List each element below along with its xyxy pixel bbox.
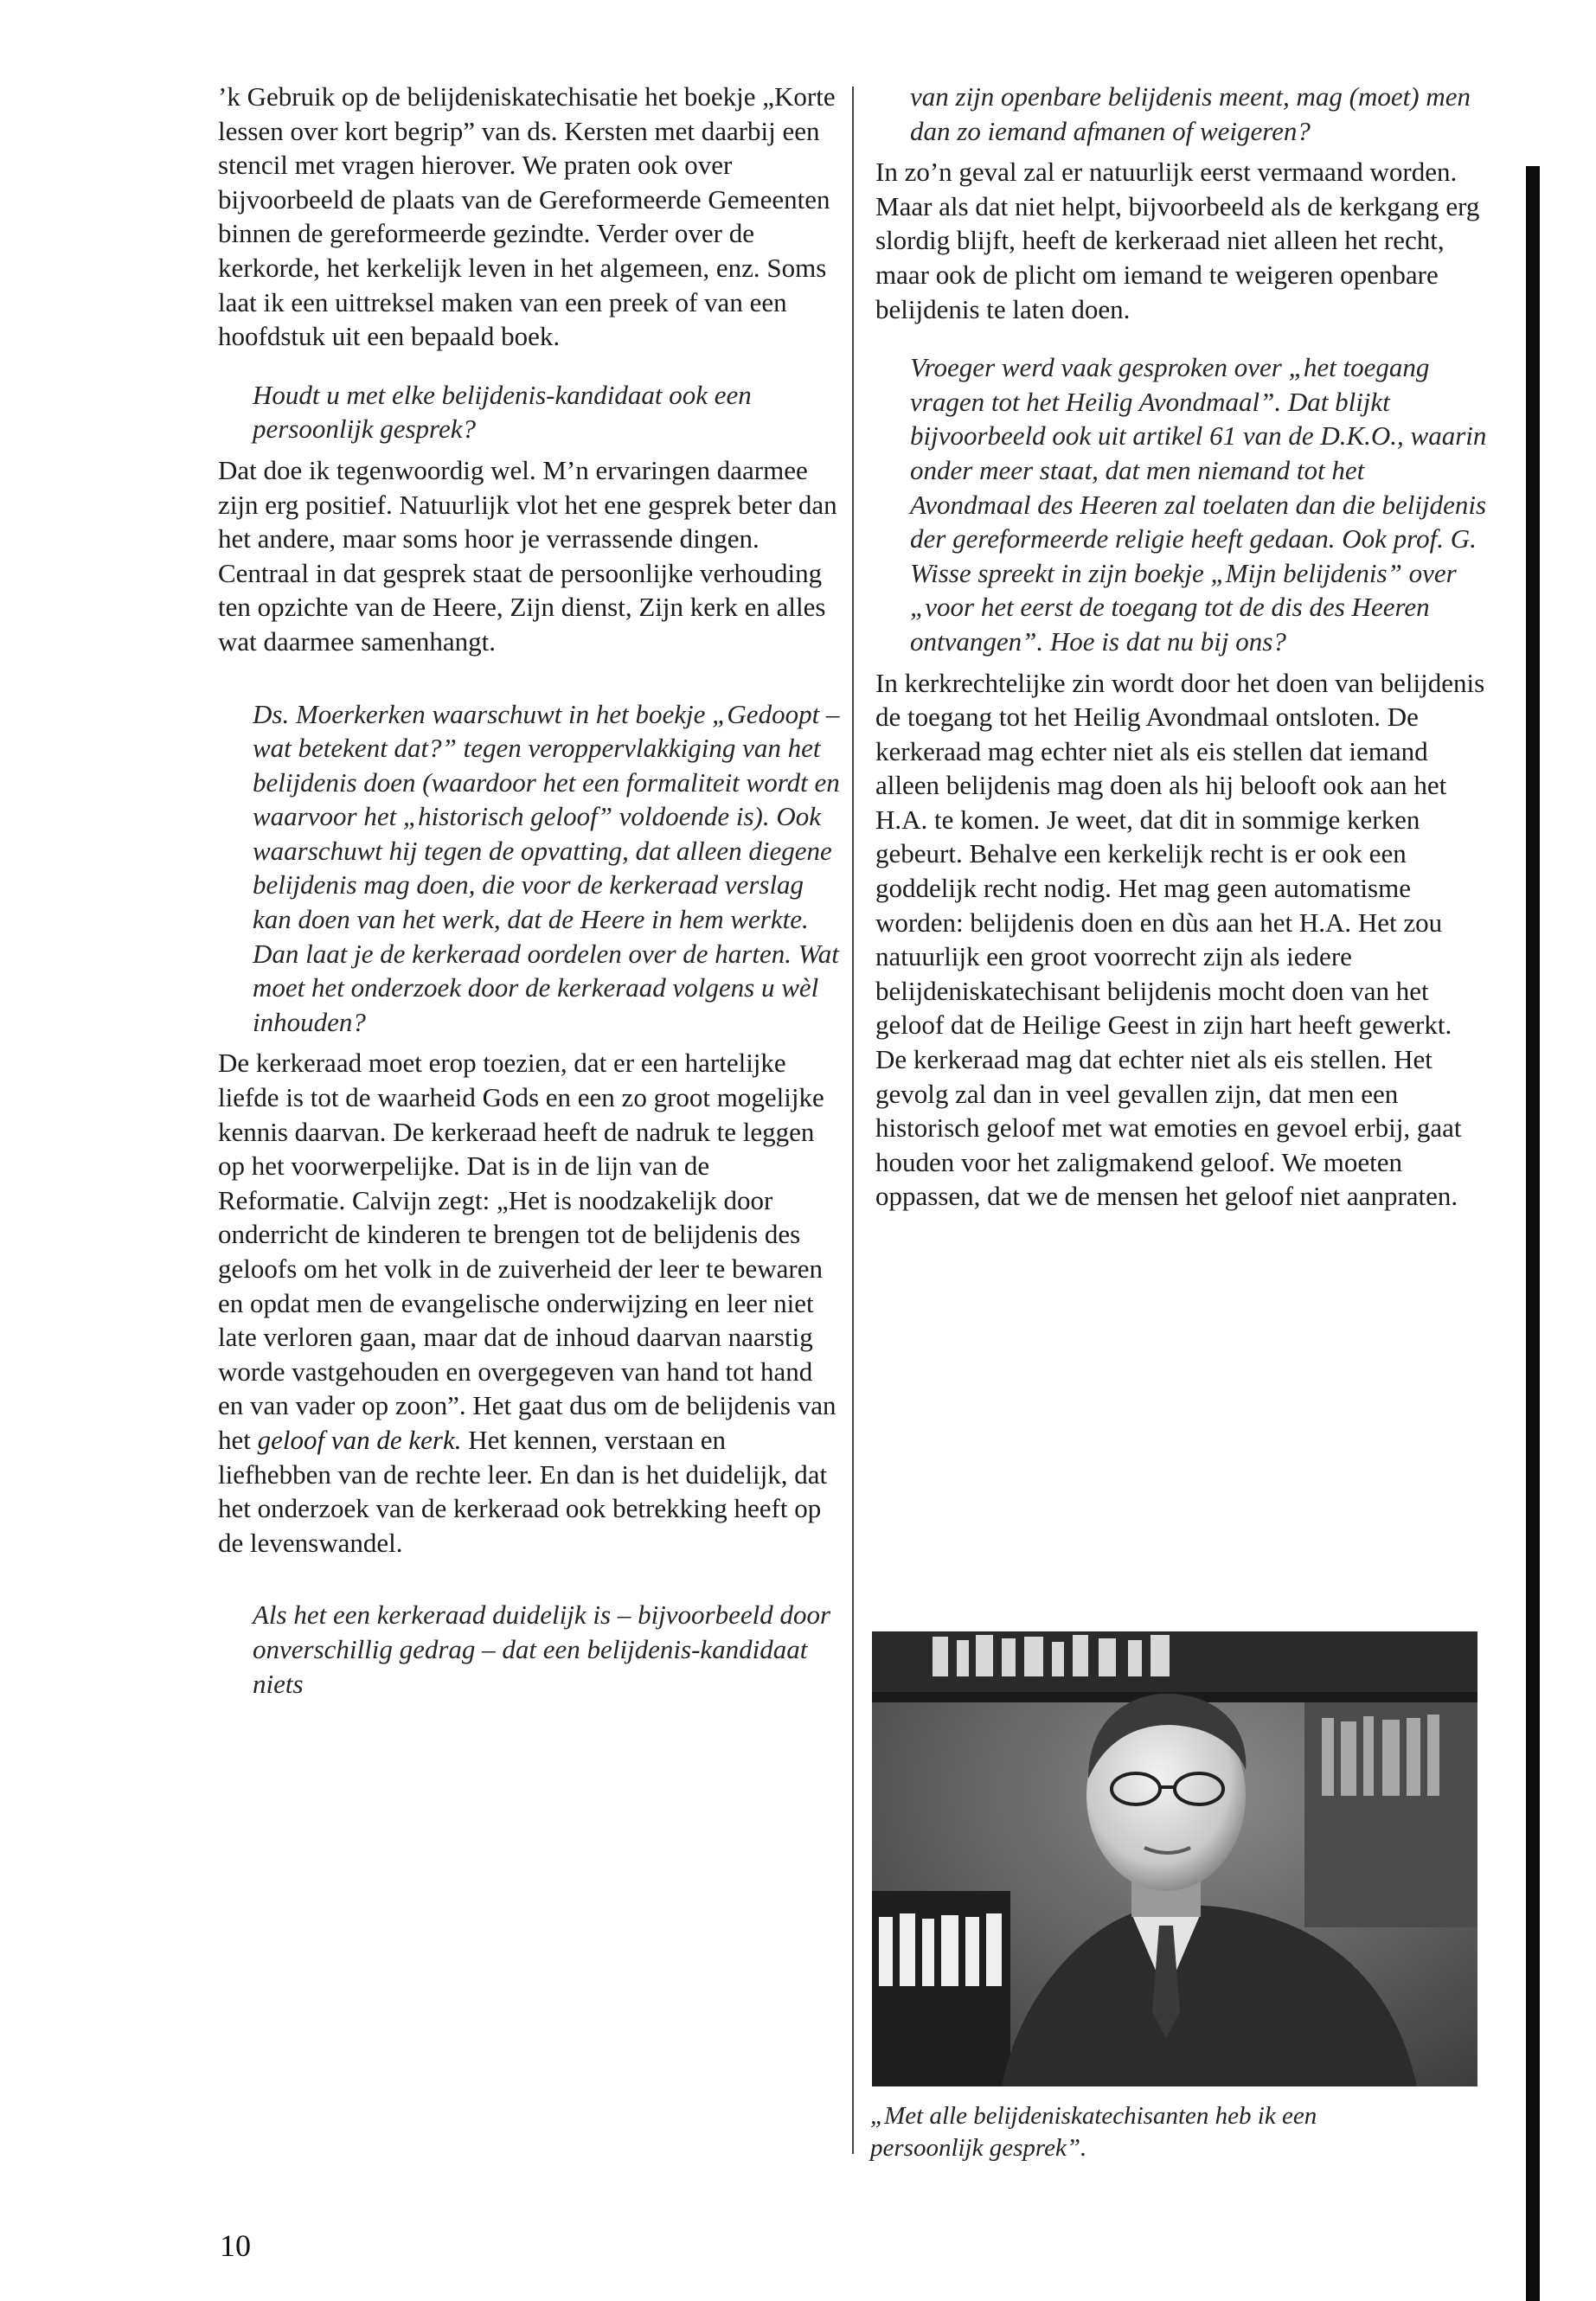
page-number: 10	[220, 2228, 251, 2263]
answer-paragraph: In kerkrechtelijke zin wordt door het doen van belijdenis de toegang tot het Heilig Avondmaal ontsloten. De kerkeraad mag echter niet als eis stellen dat iemand alleen belijdenis mag doen als hij belooft ook aan het H.A. te komen. Je weet, dat dit in sommige kerken gebeurt. Behalve een kerkelijk recht is er ook een goddelijk recht nodig. Het mag geen automatisme worden: belijdenis doen en dùs aan het H.A. Het zou natuurlijk een groot voorrecht zijn als iedere belijdeniskatechisant belijdenis mocht doen van het geloof dat de Heilige Geest in zijn hart heeft gewerkt. De kerkeraad mag dat echter niet als eis stellen. Het gevolg zal dan in veel gevallen zijn, dat men een historisch geloof met wat emoties en gevoel erbij, gaat houden voor het zaligmakend geloof. We moeten oppassen, dat we de mensen het geloof niet aanpraten.	[875, 667, 1485, 1212]
interview-question: Als het een kerkeraad duidelijk is – bijvoorbeeld door onverschillig gedrag – dat een belijdenis-kandidaat niets	[253, 1599, 831, 1699]
column-divider	[852, 87, 854, 2154]
answer-text: De kerkeraad moet erop toezien, dat er een hartelijke liefde is tot de waarheid Gods en een zo groot mogelijke kennis daarvan. De kerkeraad heeft de nadruk te leggen op het voorwerpelijke. Dat is in de lijn van de Reformatie. Calvijn zegt: „Het is noodzakelijk door onderricht de kinderen te brengen tot de belijdenis des geloofs om het volk in de zuiverheid der leer te bewaren en opdat men de evangelische onderwijzing en leer niet late verloren gaan, maar dat de inhoud daarvan naarstig worde vastgehouden en overgegeven van hand tot hand en van vader op zoon”. Het gaat dus om de belijdenis van het	[218, 1048, 836, 1455]
right-column	[875, 80, 1488, 1214]
interview-question-continued: van zijn openbare belijdenis meent, mag (moet) men dan zo iemand afmanen of weigeren?	[910, 81, 1471, 146]
interview-question: Ds. Moerkerken waarschuwt in het boekje „Gedoopt – wat betekent dat?” tegen veroppervlakkiging van het belijdenis doen (waardoor het een formaliteit wordt en waarvoor het „historisch geloof” voldoende is). Ook waarschuwt hij tegen de opvatting, dat alleen diegene belijdenis mag doen, die voor de kerkeraad verslag kan doen van het werk, dat de Heere in hem werkte. Dan laat je de kerkeraad oordelen over de harten. Wat moet het onderzoek door de kerkeraad volgens u wèl inhouden?	[253, 698, 840, 1037]
emphasis-text: geloof van de kerk.	[257, 1424, 462, 1455]
portrait-photo	[872, 1631, 1477, 2086]
answer-paragraph: In zo’n geval zal er natuurlijk eerst vermaand worden. Maar als dat niet helpt, bijvoorbeeld als de kerkgang erg slordig blijft, heeft de kerkeraad niet alleen het recht, maar ook de plicht om iemand te weigeren openbare belijdenis te laten doen.	[875, 157, 1480, 324]
page-edge-bar	[1526, 166, 1540, 2301]
portrait-illustration	[872, 1631, 1477, 2086]
interview-question: Houdt u met elke belijdenis-kandidaat ook een persoonlijk gesprek?	[253, 379, 752, 445]
interview-question: Vroeger werd vaak gesproken over „het toegang vragen tot het Heilig Avondmaal”. Dat blijkt bijvoorbeeld ook uit artikel 61 van de D.K.O., waarin onder meer staat, dat men niemand tot het Avondmaal des Heeren zal toelaten dan die belijdenis der gereformeerde religie heeft gedaan. Ook prof. G. Wisse spreekt in zijn boekje „Mijn belijdenis” over „voor het eerst de toegang tot de dis des Heeren ontvangen”. Hoe is dat nu bij ons?	[910, 352, 1487, 657]
left-column	[218, 80, 843, 1701]
answer-text: Het kennen, verstaan en liefhebben van de rechte leer. En dan is het duidelijk, dat het onderzoek van de kerkeraad ook betrekking heeft op de levenswandel.	[218, 1424, 828, 1558]
answer-paragraph: ’k Gebruik op de belijdeniskatechisatie het boekje „Korte lessen over kort begrip” van ds. Kersten met daarbij een stencil met vragen hierover. We praten ook over bijvoorbeeld de plaats van de Gereformeerde Gemeenten binnen de gereformeerde gezindte. Verder over de kerkorde, het kerkelijk leven in het algemeen, enz. Soms laat ik een uittreksel maken van een preek of van een hoofdstuk uit een bepaald boek.	[218, 81, 836, 352]
answer-paragraph: Dat doe ik tegenwoordig wel. M’n ervaringen daarmee zijn erg positief. Natuurlijk vlot het ene gesprek beter dan het andere, maar soms hoor je verrassende dingen. Centraal in dat gesprek staat de persoonlijke verhouding ten opzichte van de Heere, Zijn dienst, Zijn kerk en alles wat daarmee samenhangt.	[218, 454, 837, 657]
photo-caption: „Met alle belijdeniskatechisanten heb ik een persoonlijk gesprek”.	[870, 2102, 1317, 2162]
answer-paragraph	[218, 1046, 843, 1560]
